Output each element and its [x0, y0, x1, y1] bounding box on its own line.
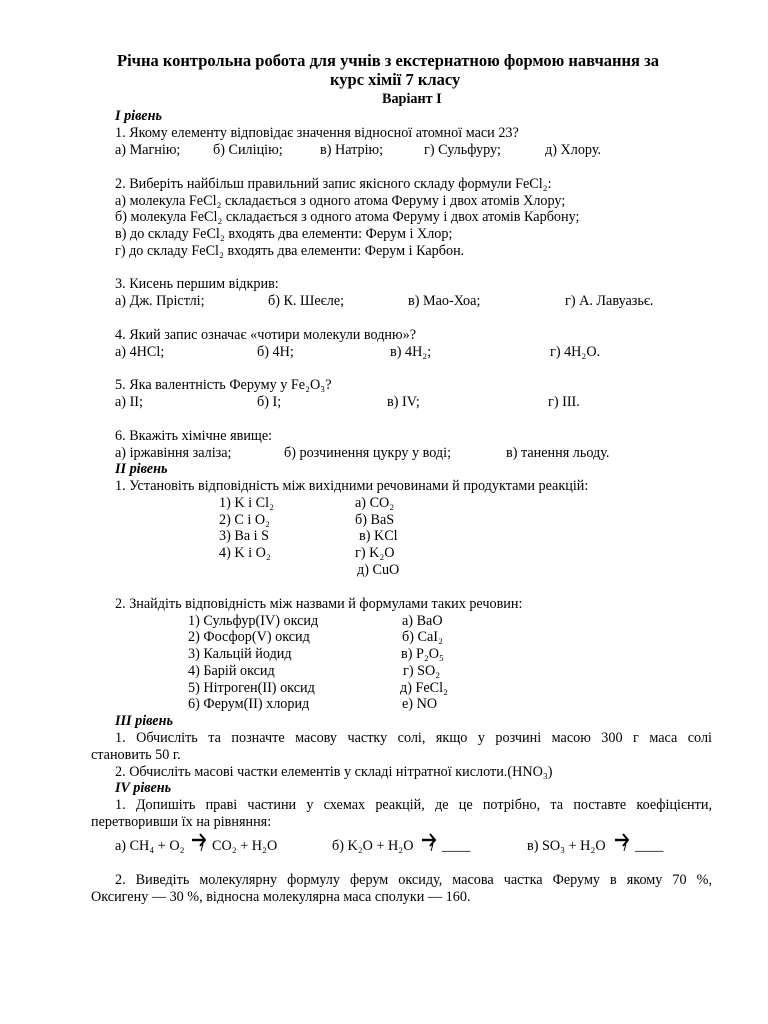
reaction-b-blank: ____	[442, 838, 471, 854]
page-title: Річна контрольна робота для учнів з екстернатною формою навчання за	[117, 51, 659, 70]
l2q2-right-a: а) BaO	[402, 613, 443, 629]
reaction-a-reactants: а) CH₄ + O₂	[115, 838, 185, 854]
l2q2-left-2: 2) Фосфор(V) оксид	[188, 629, 310, 645]
l2q2-left-6: 6) Ферум(II) хлорид	[188, 696, 310, 712]
l2q1-left-1: 1) K і Cl₂	[219, 495, 274, 511]
l4-q2-line2: Оксигену — 30 %, відносна молекулярна маса сполуки — 160.	[91, 889, 471, 905]
q4-option-c: в) 4H₂;	[390, 344, 432, 360]
l2q2-right-f: е) NO	[402, 696, 438, 712]
l2q2-question: 2. Знайдіть відповідність між назвами й формулами таких речовин:	[115, 596, 523, 612]
l2q1-question: 1. Установіть відповідність між вихідними речовинами й продуктами реакцій:	[115, 478, 589, 494]
l3-q1-line1: 1. Обчисліть та позначте масову частку солі, якщо у розчині масою 300 г маса солі	[115, 730, 712, 746]
q2-option-a: а) молекула FeCl₂ складається з одного атома Феруму і двох атомів Хлору;	[115, 193, 566, 209]
q6-option-b: б) розчинення цукру у воді;	[284, 445, 452, 461]
q3-option-d: г) А. Лавуазьє.	[565, 293, 654, 309]
reaction-arrow-icon	[422, 832, 438, 852]
l2q2-left-5: 5) Нітроген(II) оксид	[188, 680, 315, 696]
l3-q2: 2. Обчисліть масові частки елементів у складі нітратної кислоти.(HNO₃)	[115, 764, 553, 780]
reaction-arrow-icon	[192, 832, 208, 852]
q1-option-b: б) Силіцію;	[213, 142, 283, 158]
l2q2-right-e: д) FeCl₂	[400, 680, 449, 696]
l4-q2-line1: 2. Виведіть молекулярну формулу ферум оксиду, масова частка Феруму в якому 70 %,	[115, 872, 712, 888]
variant-label: Варіант І	[382, 91, 442, 107]
l2q1-right-a: а) CO₂	[355, 495, 395, 511]
q2-option-b: б) молекула FeCl₂ складається з одного атома Феруму і двох атомів Карбону;	[115, 209, 580, 225]
l4-q1-line1: 1. Допишіть праві частини у схемах реакцій, де це потрібно, та поставте коефіцієнти,	[115, 797, 712, 813]
q5-question: 5. Яка валентність Феруму у Fe₂O₃?	[115, 377, 332, 393]
q1-option-d: г) Сульфуру;	[424, 142, 501, 158]
page-title-line2: курс хімії 7 класу	[330, 70, 461, 89]
q5-option-c: в) IV;	[387, 394, 420, 410]
l3-q1-line2: становить 50 г.	[91, 747, 181, 763]
q4-option-b: б) 4H;	[257, 344, 294, 360]
q5-option-b: б) I;	[257, 394, 282, 410]
l4-q1-line2: перетворивши їх на рівняння:	[91, 814, 272, 830]
q4-question: 4. Який запис означає «чотири молекули водню»?	[115, 327, 416, 343]
l2q1-left-4: 4) K і O₂	[219, 545, 271, 561]
level-1-heading: І рівень	[115, 108, 162, 124]
q2-question: 2. Виберіть найбільш правильний запис якісного складу формули FeCl₂:	[115, 176, 552, 192]
reaction-arrow-icon	[615, 832, 631, 852]
q5-option-a: а) II;	[115, 394, 143, 410]
l2q1-right-c: в) KCl	[359, 528, 398, 544]
reaction-c-reactants: в) SO₃ + H₂O	[527, 838, 606, 854]
q1-option-a: а) Магнію;	[115, 142, 181, 158]
q3-question: 3. Кисень першим відкрив:	[115, 276, 279, 292]
q6-option-c: в) танення льоду.	[506, 445, 610, 461]
l2q1-left-2: 2) C і O₂	[219, 512, 271, 528]
q3-option-b: б) К. Шеєле;	[268, 293, 345, 309]
q3-option-a: а) Дж. Прістлі;	[115, 293, 205, 309]
q1-option-c: в) Натрію;	[320, 142, 384, 158]
reaction-b-reactants: б) K₂O + H₂O	[332, 838, 414, 854]
q6-option-a: а) іржавіння заліза;	[115, 445, 232, 461]
level-2-heading: ІІ рівень	[115, 461, 168, 477]
l2q2-left-3: 3) Кальцій йодид	[188, 646, 292, 662]
q3-option-c: в) Мао-Хоа;	[408, 293, 481, 309]
l2q1-left-3: 3) Ba і S	[219, 528, 270, 544]
q1-option-e: д) Хлору.	[545, 142, 602, 158]
q1-question: 1. Якому елементу відповідає значення відносної атомної маси 23?	[115, 125, 519, 141]
reaction-a-products: CO₂ + H₂O	[212, 838, 278, 854]
q5-option-d: г) III.	[548, 394, 580, 410]
l2q2-right-d: г) SO₂	[403, 663, 441, 679]
level-3-heading: ІІІ рівень	[115, 713, 173, 729]
l2q2-left-1: 1) Сульфур(IV) оксид	[188, 613, 319, 629]
q2-option-d: г) до складу FeCl₂ входять два елементи: Ферум і Карбон.	[115, 243, 465, 259]
q2-option-c: в) до складу FeCl₂ входять два елементи: Ферум і Хлор;	[115, 226, 453, 242]
l2q1-right-e: д) CuO	[357, 562, 400, 578]
l2q2-right-b: б) CaI₂	[402, 629, 443, 645]
q6-question: 6. Вкажіть хімічне явище:	[115, 428, 273, 444]
q4-option-a: а) 4HCl;	[115, 344, 165, 360]
level-4-heading: IV рівень	[115, 780, 172, 796]
reaction-c-blank: ____	[635, 838, 664, 854]
l2q1-right-d: г) K₂O	[355, 545, 395, 561]
q4-option-d: г) 4H₂O.	[550, 344, 601, 360]
l2q1-right-b: б) BaS	[355, 512, 395, 528]
l2q2-left-4: 4) Барій оксид	[188, 663, 275, 679]
l2q2-right-c: в) P₂O₅	[401, 646, 444, 662]
